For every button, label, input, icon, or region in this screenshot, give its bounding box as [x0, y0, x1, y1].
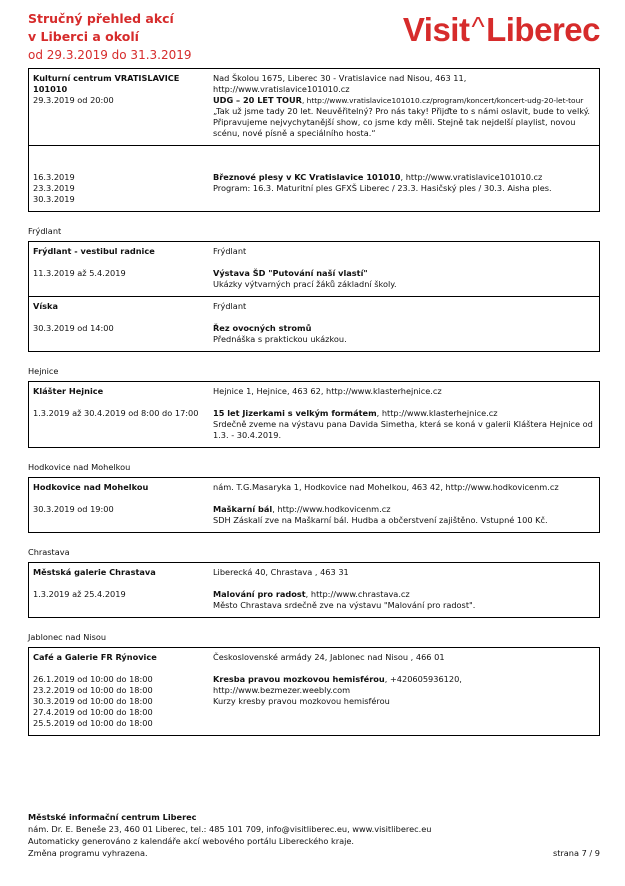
events-list [28, 68, 600, 736]
event-title: Kresba pravou mozkovou hemisférou [213, 674, 385, 684]
event-address: Frýdlant [213, 301, 247, 311]
logo-text-left: Visit [402, 11, 470, 48]
event-title-url: , http://www.chrastava.cz [305, 589, 410, 599]
logo-caret-icon: ^ [471, 11, 485, 42]
event-date: 23.2.2019 od 10:00 do 18:00 [33, 685, 153, 695]
event-title: Březnové plesy v KC Vratislavice 101010 [213, 172, 401, 182]
event-row [29, 242, 599, 296]
event-venue: Frýdlant - vestibul radnice [33, 246, 155, 256]
event-row [29, 563, 599, 617]
event-left-column [33, 567, 213, 611]
event-address: Hejnice 1, Hejnice, 463 62, http://www.klasterhejnice.cz [213, 386, 442, 396]
event-description: „Tak už jsme tady 20 let. Neuvěřitelný? Pro nás taky! Přijďte to s námi oslavit, bude to velký. Připravujeme nejvychytanější show, co jsme kdy měli. Stejně tak nejdelší playlist, novou scénu, nové písně a speciálního hosta.“ [213, 106, 590, 138]
event-venue: Městská galerie Chrastava [33, 567, 156, 577]
event-venue: Hodkovice nad Mohelkou [33, 482, 149, 492]
footer-note-generated: Automaticky generováno z kalendáře akcí webového portálu Libereckého kraje. [28, 836, 355, 846]
event-title: Maškarní bál [213, 504, 273, 514]
event-title: Výstava ŠD "Putování naší vlastí" [213, 268, 368, 278]
event-title-url: , +420605936120, http://www.bezmezer.weebly.com [213, 674, 462, 695]
event-left-column [33, 482, 213, 526]
event-right-column [213, 150, 595, 205]
page-number: strana 7 / 9 [552, 848, 600, 858]
event-title: UDG – 20 LET TOUR [213, 95, 302, 105]
event-row [29, 478, 599, 532]
event-right-column [213, 73, 595, 139]
event-title-line [213, 268, 595, 279]
event-address: Nad Školou 1675, Liberec 30 - Vratislavice nad Nisou, 463 11, http://www.vratislavice101010.cz [213, 73, 467, 94]
visit-liberec-logo [403, 10, 600, 52]
event-row [29, 296, 599, 351]
date-range: od 29.3.2019 do 31.3.2019 [28, 48, 192, 62]
section-box [28, 381, 600, 448]
event-description: Ukázky výtvarných prací žáků základní školy. [213, 279, 397, 289]
section-box [28, 477, 600, 533]
event-title-line [213, 504, 595, 515]
section-box [28, 241, 600, 352]
section-heading: Hodkovice nad Mohelkou [28, 462, 131, 472]
section-heading: Frýdlant [28, 226, 62, 236]
event-date: 30.3.2019 [33, 194, 75, 204]
section-box [28, 68, 600, 212]
event-venue: Kulturní centrum VRATISLAVICE 101010 [33, 73, 180, 94]
page-subtitle: v Liberci a okolí [28, 29, 139, 44]
event-description: Město Chrastava srdečně zve na výstavu "Malování pro radost". [213, 600, 476, 610]
event-venue: Klášter Hejnice [33, 386, 104, 396]
header [28, 10, 600, 66]
footer-org: Městské informační centrum Liberec [28, 812, 197, 822]
event-left-column [33, 246, 213, 290]
event-title-url: , http://www.vratislavice101010.cz/program/koncert/koncert-udg-20-let-tour [301, 96, 584, 105]
event-date: 11.3.2019 až 5.4.2019 [33, 268, 126, 278]
event-description: Program: 16.3. Maturitní ples GFXŠ Liberec / 23.3. Hasičský ples / 30.3. Aisha ples. [213, 183, 552, 193]
section-box [28, 647, 600, 736]
event-description: Kurzy kresby pravou mozkovou hemisférou [213, 696, 390, 706]
footer-note-changes: Změna programu vyhrazena. [28, 848, 148, 858]
page-title: Stručný přehled akcí [28, 11, 174, 26]
event-right-column [213, 301, 595, 345]
event-left-column [33, 150, 213, 205]
event-date: 25.5.2019 od 10:00 do 18:00 [33, 718, 153, 728]
event-right-column [213, 482, 595, 526]
event-title-line [213, 589, 595, 600]
event-description: SDH Záskalí zve na Maškarní bál. Hudba a občerstvení zajištěno. Vstupné 100 Kč. [213, 515, 548, 525]
event-left-column [33, 386, 213, 441]
section-heading: Chrastava [28, 547, 70, 557]
event-title-url: , http://www.vratislavice101010.cz [400, 172, 543, 182]
event-venue: Víska [33, 301, 58, 311]
event-date: 30.3.2019 od 19:00 [33, 504, 114, 514]
event-description: Přednáška s praktickou ukázkou. [213, 334, 347, 344]
event-left-column [33, 301, 213, 345]
event-date: 1.3.2019 až 25.4.2019 [33, 589, 126, 599]
section-heading: Hejnice [28, 366, 59, 376]
footer-address: nám. Dr. E. Beneše 23, 460 01 Liberec, tel.: 485 101 709, info@visitliberec.eu, www.visitliberec.eu [28, 824, 432, 834]
event-venue [33, 150, 213, 172]
event-left-column [33, 73, 213, 139]
event-row [29, 69, 599, 145]
event-title-url: , http://www.klasterhejnice.cz [376, 408, 498, 418]
event-address: nám. T.G.Masaryka 1, Hodkovice nad Mohelkou, 463 42, http://www.hodkovicenm.cz [213, 482, 559, 492]
event-title-url: , http://www.hodkovicenm.cz [272, 504, 391, 514]
event-right-column [213, 386, 595, 441]
event-date: 23.3.2019 [33, 183, 75, 193]
event-date: 26.1.2019 od 10:00 do 18:00 [33, 674, 153, 684]
event-title-line [213, 95, 595, 106]
event-address: Frýdlant [213, 246, 247, 256]
event-row [29, 648, 599, 735]
logo-text-right: Liberec [486, 11, 600, 48]
event-title-line [213, 408, 595, 419]
event-date: 30.3.2019 od 14:00 [33, 323, 114, 333]
event-address [213, 150, 595, 172]
event-venue: Café a Galerie FR Rýnovice [33, 652, 157, 662]
event-row [29, 145, 599, 211]
event-title-line [213, 323, 595, 334]
event-address: Československé armády 24, Jablonec nad Nisou , 466 01 [213, 652, 445, 662]
event-title: Malování pro radost [213, 589, 306, 599]
event-title-line [213, 674, 595, 696]
event-address: Liberecká 40, Chrastava , 463 31 [213, 567, 349, 577]
event-left-column [33, 652, 213, 729]
event-title-line [213, 172, 595, 183]
section-heading: Jablonec nad Nisou [28, 632, 107, 642]
section-box [28, 562, 600, 618]
event-date: 29.3.2019 od 20:00 [33, 95, 114, 105]
event-date: 27.4.2019 od 10:00 do 18:00 [33, 707, 153, 717]
event-date: 16.3.2019 [33, 172, 75, 182]
event-right-column [213, 652, 595, 729]
event-right-column [213, 567, 595, 611]
event-title: 15 let Jizerkami s velkým formátem [213, 408, 377, 418]
event-row [29, 382, 599, 447]
event-title: Řez ovocných stromů [213, 323, 312, 333]
footer [28, 811, 600, 859]
event-date: 1.3.2019 až 30.4.2019 od 8:00 do 17:00 [33, 408, 199, 418]
event-right-column [213, 246, 595, 290]
event-description: Srdečně zveme na výstavu pana Davida Simetha, která se koná v galerii Kláštera Hejnice od 1.3. - 30.4.2019. [213, 419, 593, 440]
event-date: 30.3.2019 od 10:00 do 18:00 [33, 696, 153, 706]
